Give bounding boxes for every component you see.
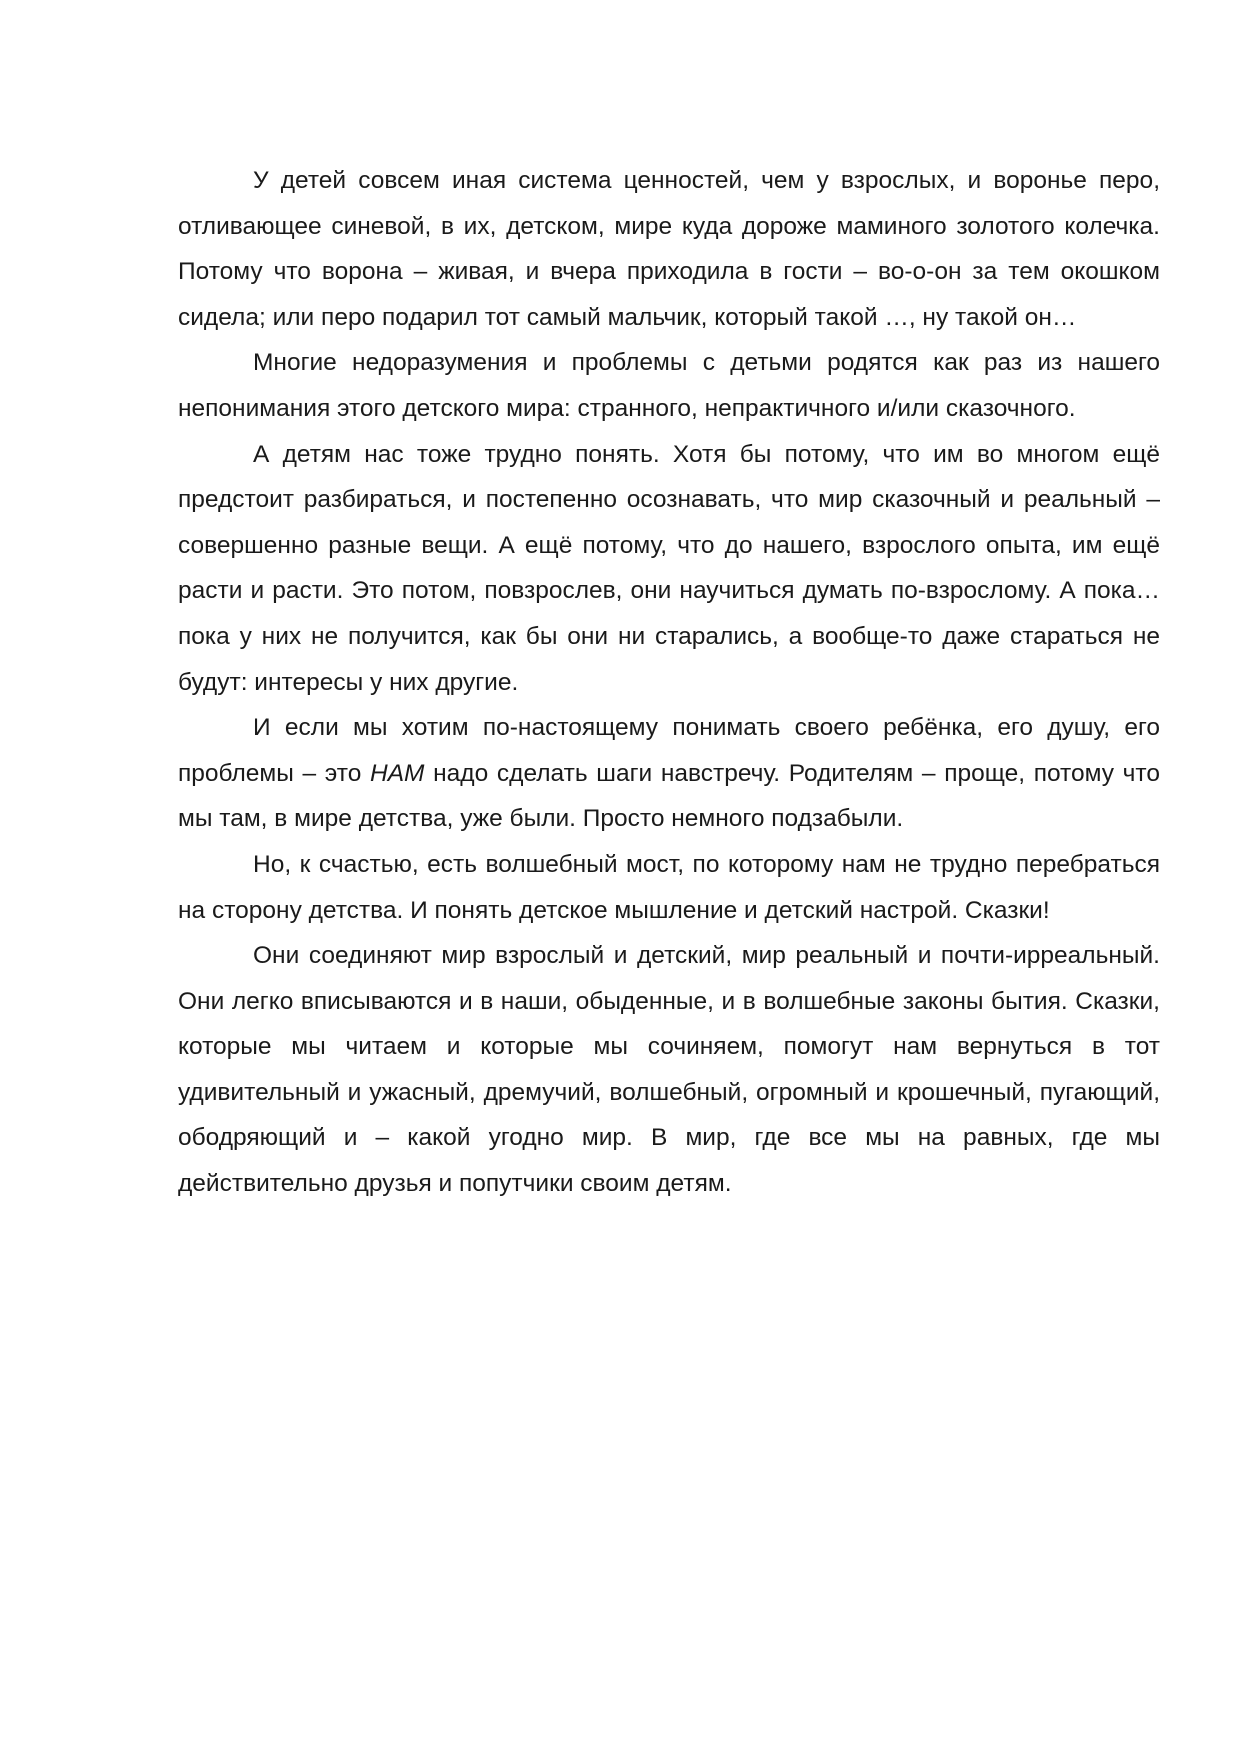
paragraph-2: Многие недоразумения и проблемы с детьми родятся как раз из нашего непонимания этого детского мира: странного, непрактичного и/или сказочного. bbox=[178, 349, 1160, 422]
paragraph-1: У детей совсем иная система ценностей, чем у взрослых, и воронье перо, отливающее синевой, в их, детском, мире куда дороже маминого золотого колечка. Потому что ворона – живая, и вчера приходила в гости – во-о-он за тем окошком сидела; или перо подарил тот самый мальчик, который такой …, ну такой он… bbox=[178, 167, 1160, 331]
paragraph-4-emphasis: НАМ bbox=[370, 759, 425, 787]
paragraph-4 bbox=[178, 705, 1160, 842]
paragraph-5: Но, к счастью, есть волшебный мост, по которому нам не трудно перебраться на сторону детства. И понять детское мышление и детский настрой. Сказки! bbox=[178, 850, 1160, 924]
paragraph-3: А детям нас тоже трудно понять. Хотя бы потому, что им во многом ещё предстоит разбираться, и постепенно осознавать, что мир сказочный и реальный – совершенно разные вещи. А ещё потому, что до нашего, взрослого опыта, им ещё расти и расти. Это потом, повзрослев, они научиться думать по-взрослому. А пока…пока у них не получится, как бы они ни старались, а вообще-то даже стараться не будут: интересы у них другие. bbox=[178, 440, 1160, 696]
paragraph-6: Они соединяют мир взрослый и детский, мир реальный и почти-ирреальный. Они легко вписываются и в наши, обыденные, и в волшебные законы бытия. Сказки, которые мы читаем и которые мы сочиняем, помогут нам вернуться в тот удивительный и ужасный, дремучий, волшебный, огромный и крошечный, пугающий, ободряющий и – какой угодно мир. В мир, где все мы на равных, где мы действительно друзья и попутчики своим детям. bbox=[178, 942, 1160, 1198]
paragraph-4-end: надо сделать шаги навстречу. Родителям – проще, потому что мы там, в мире детства, уже были. Просто немного подзабыли. bbox=[178, 759, 1161, 833]
paragraph-4-start: И если мы хотим по-настоящему понимать своего ребёнка, его душу, его проблемы – это bbox=[178, 714, 1160, 787]
document-body bbox=[178, 158, 1160, 1207]
